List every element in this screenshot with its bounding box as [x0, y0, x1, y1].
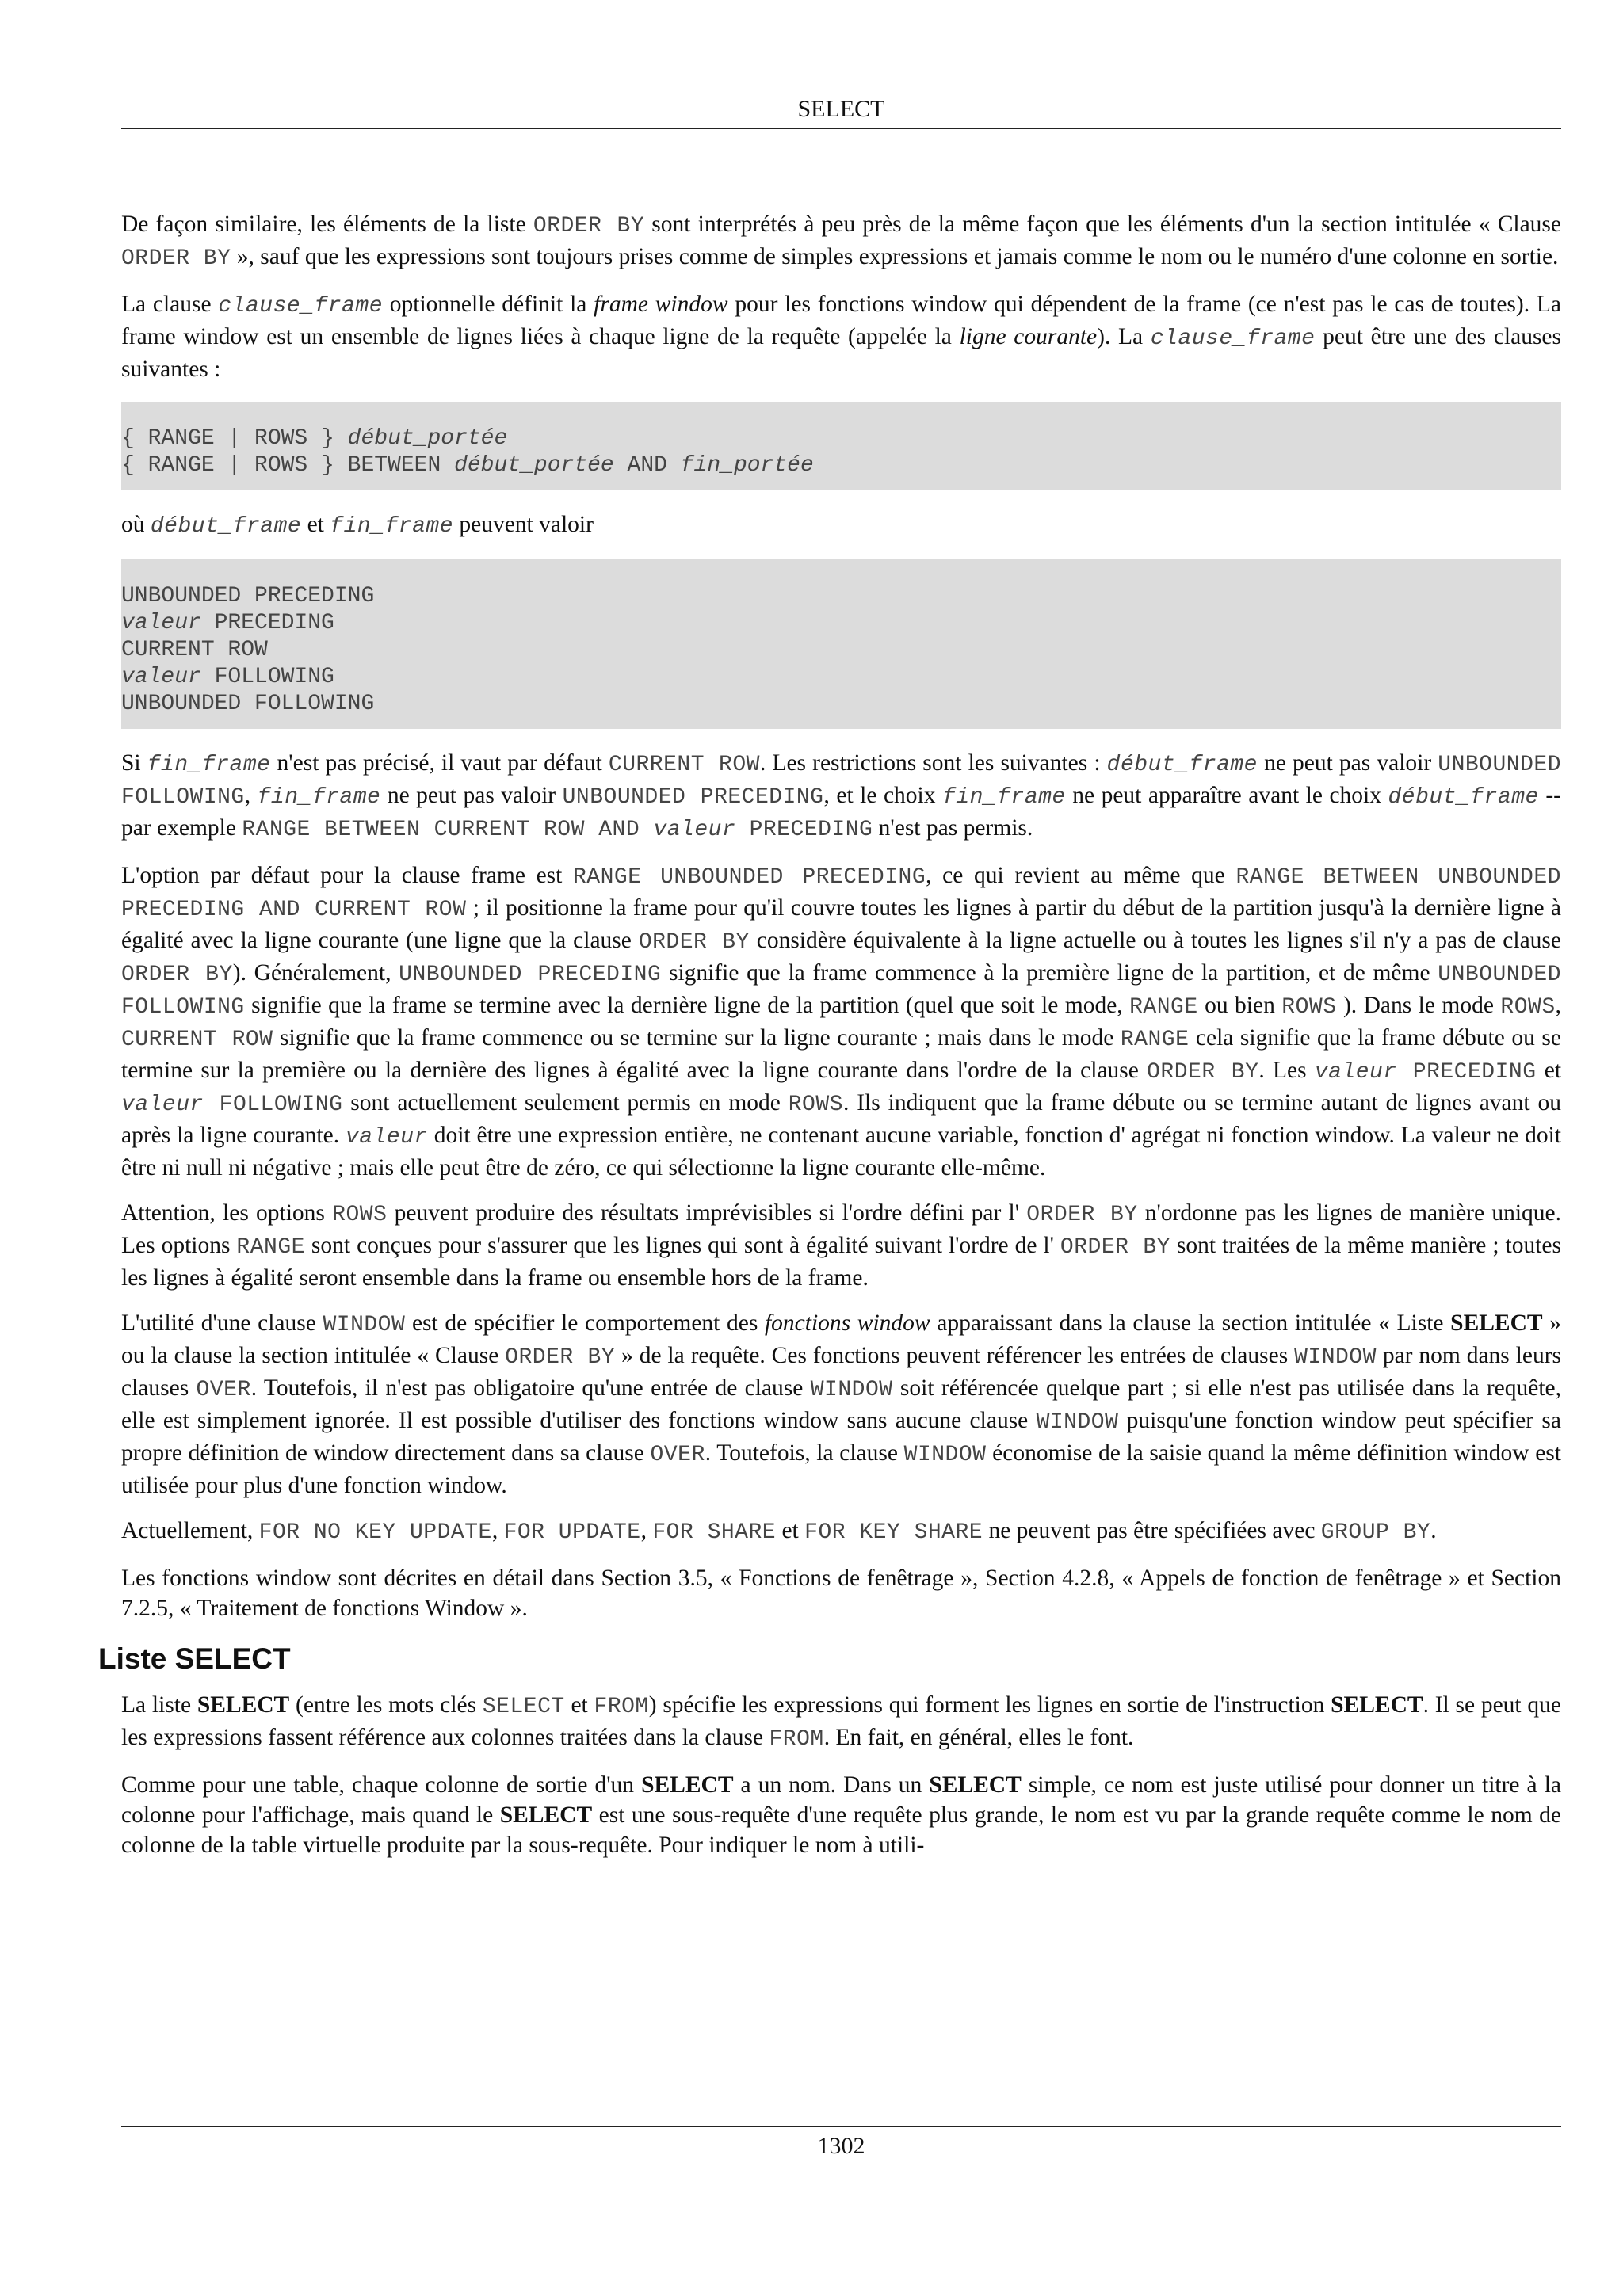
code-block-frame-values: UNBOUNDED PRECEDING valeur PRECEDING CURRENT ROW valeur FOLLOWING UNBOUNDED FOLLOWING: [121, 559, 1561, 729]
header-rule: [121, 128, 1561, 129]
paragraph-output-column-names: Comme pour une table, chaque colonne de sortie d'un SELECT a un nom. Dans un SELECT simple, ce nom est juste utilisé pour donner un titre à la colonne pour l'affichage, mais quand le SELECT est une sous-requête d'une requête plus grande, le nom est vu par la grande requête comme le nom de colonne de la table virtuelle produite par la sous-requête. Pour indiquer le nom à utili-: [121, 1772, 1561, 1858]
paragraph-order-by: De façon similaire, les éléments de la liste ORDER BY sont interprétés à peu près de la même façon que les éléments d'un la section intitulée « Clause ORDER BY », sauf que les expressions sont toujours prises comme de simples expressions et jamais comme le nom ou le numéro d'une colonne en sortie.: [121, 212, 1561, 271]
page-content: [98, 209, 1562, 1875]
paragraph-default-option: L'option par défaut pour la clause frame est RANGE UNBOUNDED PRECEDING, ce qui revient au même que RANGE BETWEEN UNBOUNDED PRECEDING AND CURRENT ROW ; il positionne la frame pour qu'il couvre toutes les lignes à partir du début de la partition jusqu'à la dernière ligne à égalité avec la ligne courante (une ligne que la clause ORDER BY considère équivalente à la ligne actuelle ou à toutes les lignes s'il n'y a pas de clause ORDER BY). Généralement, UNBOUNDED PRECEDING signifie que la frame commence à la première ligne de la partition, et de même UNBOUNDED FOLLOWING signifie que la frame se termine avec la dernière ligne de la partition (quel que soit le mode, RANGE ou bien ROWS ). Dans le mode ROWS, CURRENT ROW signifie que la frame commence ou se termine sur la ligne courante ; mais dans le mode RANGE cela signifie que la frame débute ou se termine sur la première ou la dernière des lignes à égalité avec la ligne courante dans l'ordre de la clause ORDER BY. Les valeur PRECEDING et valeur FOLLOWING sont actuellement seulement permis en mode ROWS. Ils indiquent que la frame débute ou se termine autant de lignes avant ou après la ligne courante. valeur doit être une expression entière, ne contenant aucune variable, fonction d' agrégat ni fonction window. La valeur ne doit être ni null ni négative ; mais elle peut être de zéro, ce qui sélectionne la ligne courante elle-même.: [121, 863, 1562, 1180]
section-heading: Liste SELECT: [98, 1642, 291, 1675]
paragraph-frame-values: où début_frame et fin_frame peuvent valoir: [121, 512, 594, 539]
running-header: SELECT: [797, 96, 885, 122]
paragraph-window-clause: L'utilité d'une clause WINDOW est de spécifier le comportement des fonctions window apparaissant dans la clause la section intitulée « Liste SELECT » ou la clause la section intitulée « Clause ORDER BY » de la requête. Ces fonctions peuvent référencer les entrées de clauses WINDOW par nom dans leurs clauses OVER. Toutefois, il n'est pas obligatoire qu'une entrée de clause WINDOW soit référencée quelque part ; si elle n'est pas utilisée dans la requête, elle est simplement ignorée. Il est possible d'utiliser des fonctions window sans aucune clause WINDOW puisqu'une fonction window peut spécifier sa propre définition de window directement dans sa clause OVER. Toutefois, la clause WINDOW économise de la saisie quand la même définition window est utilisée pour plus d'une fonction window.: [121, 1310, 1562, 1498]
paragraph-locking: Actuellement, FOR NO KEY UPDATE, FOR UPDATE, FOR SHARE et FOR KEY SHARE ne peuvent pas être spécifiées avec GROUP BY.: [121, 1518, 1437, 1545]
paragraph-clause-frame: La clause clause_frame optionnelle définit la frame window pour les fonctions window qui dépendent de la frame (ce n'est pas le cas de toutes). La frame window est un ensemble de lignes liées à chaque ligne de la requête (appelée la ligne courante). La clause_frame peut être une des clauses suivantes :: [121, 292, 1562, 382]
paragraph-restrictions: Si fin_frame n'est pas précisé, il vaut par défaut CURRENT ROW. Les restrictions sont les suivantes : début_frame ne peut pas valoir UNBOUNDED FOLLOWING, fin_frame ne peut pas valoir UNBOUNDED PRECEDING, et le choix fin_frame ne peut apparaître avant le choix début_frame -- par exemple RANGE BETWEEN CURRENT ROW AND valeur PRECEDING n'est pas permis.: [121, 750, 1561, 842]
page-number: 1302: [817, 2133, 865, 2159]
footer-rule: [121, 2126, 1561, 2127]
code-block-frame-syntax: { RANGE | ROWS } début_portée { RANGE | ROWS } BETWEEN début_portée AND fin_portée: [121, 402, 1561, 490]
paragraph-window-references: Les fonctions window sont décrites en détail dans Section 3.5, « Fonctions de fenêtrage », Section 4.2.8, « Appels de fonction de fenêtrage » et Section 7.2.5, « Traitement de fonctions Window ».: [121, 1566, 1561, 1621]
paragraph-select-list: La liste SELECT (entre les mots clés SELECT et FROM) spécifie les expressions qui forment les lignes en sortie de l'instruction SELECT. Il se peut que les expressions fassent référence aux colonnes traitées dans la clause FROM. En fait, en général, elles le font.: [121, 1692, 1561, 1752]
paragraph-attention: Attention, les options ROWS peuvent produire des résultats imprévisibles si l'ordre défini par l' ORDER BY n'ordonne pas les lignes de manière unique. Les options RANGE sont conçues pour s'assurer que les lignes qui sont à égalité suivant l'ordre de l' ORDER BY sont traitées de la même manière ; toutes les lignes à égalité seront ensemble dans la frame ou ensemble hors de la frame.: [121, 1200, 1561, 1291]
